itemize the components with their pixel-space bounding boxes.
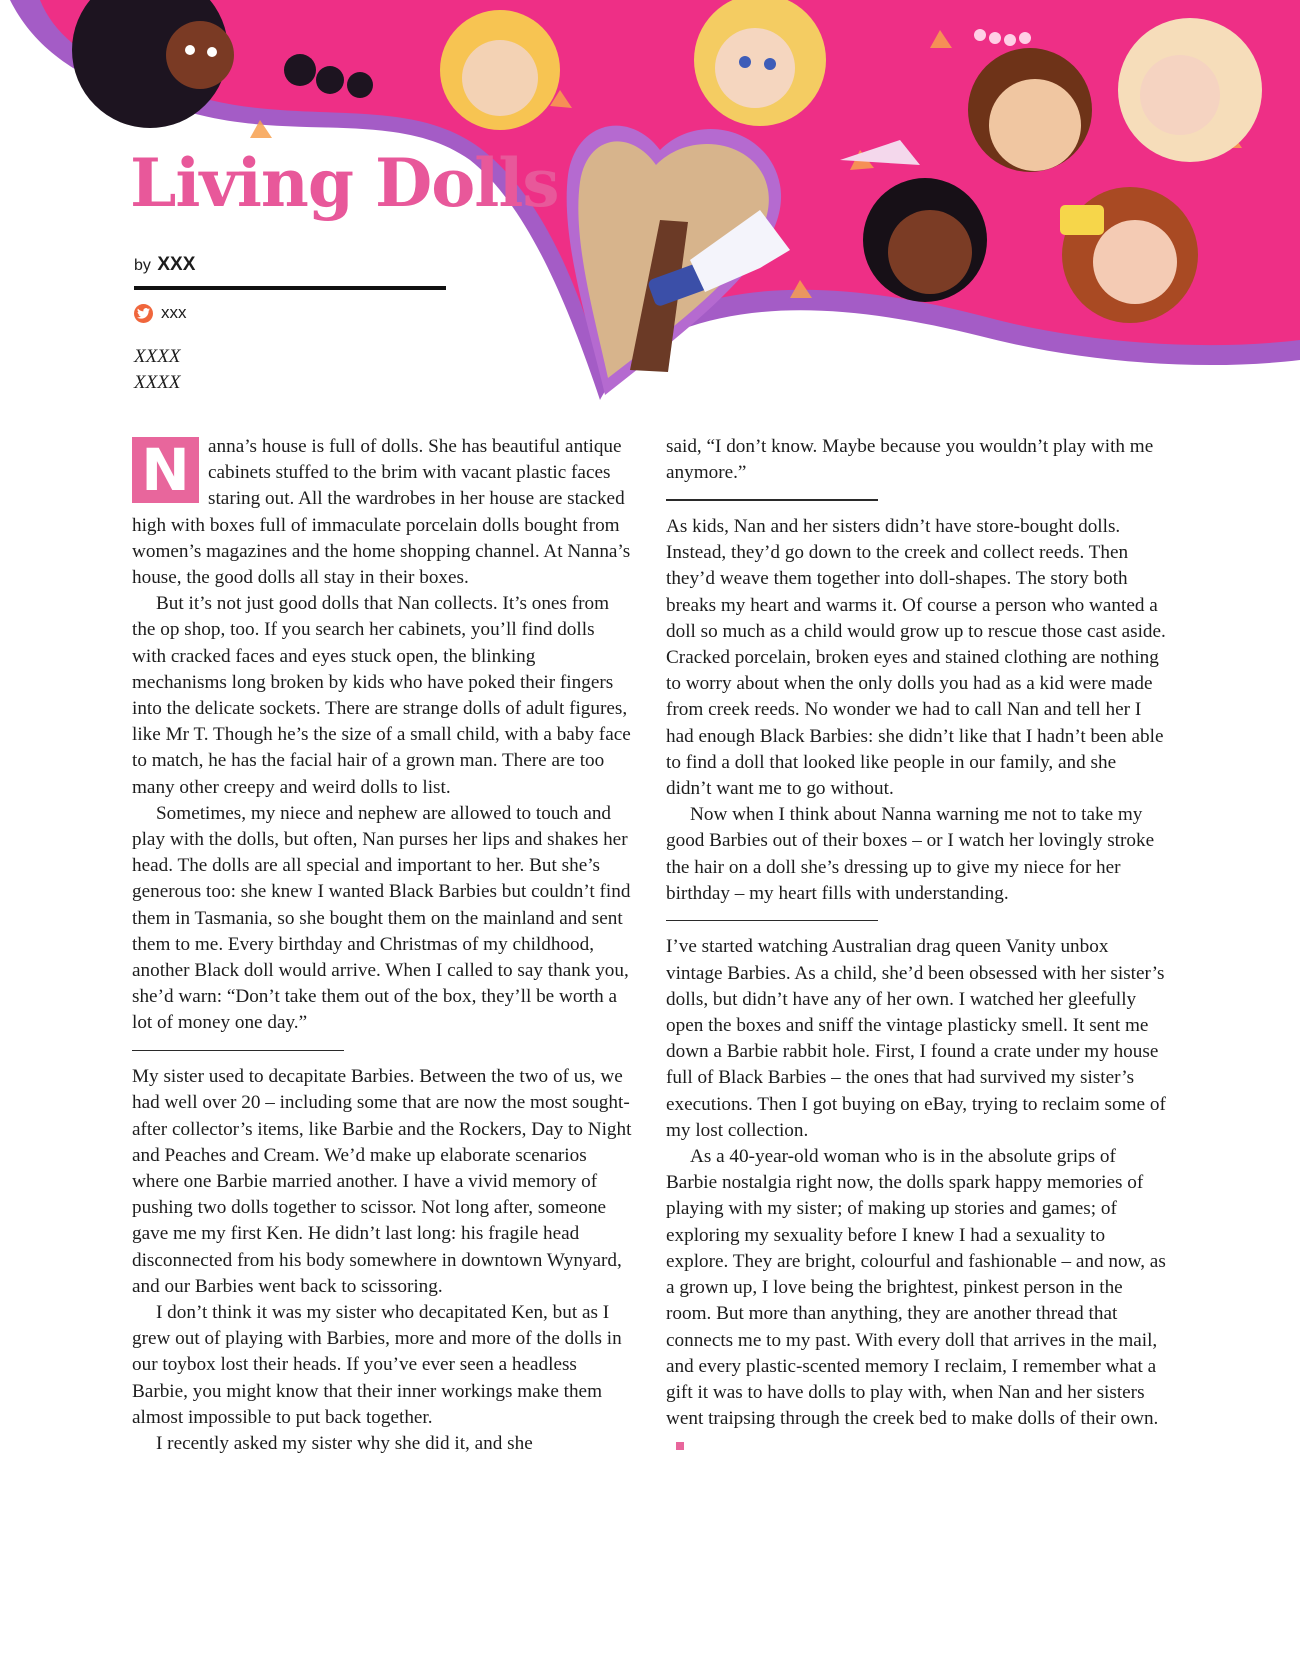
section-divider bbox=[132, 1050, 344, 1052]
doll-head-4 bbox=[968, 48, 1092, 172]
social-handle-text: xxx bbox=[161, 303, 187, 322]
byline-prefix: by bbox=[134, 257, 151, 274]
doll-head-5 bbox=[1118, 18, 1262, 162]
paragraph: As kids, Nan and her sisters didn’t have store-bought dolls. Instead, they’d go down to the creek and collect reeds. Then they’d weave them together into doll-shapes. The story both breaks my heart and warms it. Of course a person who wanted a doll so much as a child would grow up to rescue those cast aside. Cracked porcelain, broken eyes and stained clothing are nothing to worry about when the only dolls you had as a kid were made from creek reeds. No wonder we had to call Nan and tell her I had enough Black Barbies: she didn’t like that I hadn’t been able to find a doll that looked like people in our family, and she didn’t want me to go without. bbox=[666, 515, 1166, 799]
credits bbox=[134, 344, 180, 396]
body-column-left bbox=[132, 434, 632, 1457]
section-divider bbox=[666, 920, 878, 922]
title-rule bbox=[134, 286, 446, 290]
paragraph: Now when I think about Nanna warning me not to take my good Barbies out of their boxes – or I watch her lovingly stroke the hair on a doll she’s dressing up to give my niece for her birthday – my heart fills with understanding. bbox=[666, 804, 1155, 904]
twitter-icon bbox=[134, 304, 153, 323]
social-handle[interactable] bbox=[134, 303, 187, 323]
credit-line: XXXX bbox=[134, 346, 181, 367]
credit-line: XXXX bbox=[134, 372, 181, 393]
paragraph: But it’s not just good dolls that Nan collects. It’s ones from the op shop, too. If you search her cabinets, you’ll find dolls with cracked faces and eyes stuck open, the blinking mechanisms long broken by kids who have poked their fingers into the delicate sockets. There are strange dolls of adult figures, like Mr T. Though he’s the size of a small child, with a baby face to match, he has the facial hair of a grown man. There are too many other creepy and weird dolls to list. bbox=[132, 593, 631, 798]
article-title: Living Dolls bbox=[130, 144, 559, 222]
paragraph: I’ve started watching Australian drag queen Vanity unbox vintage Barbies. As a child, she’d been obsessed with her sister’s dolls, but didn’t have any of her own. I watched her gleefully open the boxes and sniff the vintage plasticky smell. It sent me down a Barbie rabbit hole. First, I found a crate under my house full of Black Barbies – the ones that had survived my sister’s executions. Then I got buying on eBay, trying to reclaim some of my lost collection. bbox=[666, 936, 1166, 1141]
body-column-right bbox=[666, 434, 1166, 1459]
paragraph: My sister used to decapitate Barbies. Between the two of us, we had well over 20 – including some that are now the most sought-after collector’s items, like Barbie and the Rockers, Day to Night and Peaches and Cream. We’d make up elaborate scenarios where one Barbie married another. I have a vivid memory of pushing two dolls together to scissor. Not long after, someone gave me my first Ken. He didn’t last long: his fragile head disconnected from his body somewhere in downtown Wynyard, and our Barbies went back to scissoring. bbox=[132, 1066, 632, 1297]
paragraph: I recently asked my sister why she did it, and she bbox=[156, 1433, 533, 1455]
section-divider bbox=[666, 499, 878, 501]
doll-head-6 bbox=[863, 178, 987, 302]
byline bbox=[134, 254, 195, 276]
paragraph: Sometimes, my niece and nephew are allowed to touch and play with the dolls, but often, Nan purses her lips and shakes her head. The dolls are all special and important to her. But she’s generous too: she knew I wanted Black Barbies but couldn’t find them in Tasmania, so she bought them on the mainland and sent them to me. Every birthday and Christmas of my childhood, another Black doll would arrive. When I called to say thank you, she’d warn: “Don’t take them out of the box, they’ll be worth a lot of money one day.” bbox=[132, 802, 631, 1034]
paragraph: As a 40-year-old woman who is in the absolute grips of Barbie nostalgia right now, the dolls spark happy memories of playing with my sister; of making up stories and games; of exploring my sexuality before I knew I had a sexuality to explore. They are bright, colourful and fashionable – and now, as a grown up, I love being the brightest, pinkest person in the room. But more than anything, they are another thread that connects me to my past. With every doll that arrives in the mail, and every plastic-scented memory I reclaim, I remember what a gift it was to have dolls to play with, when Nan and her sisters went traipsing through the creek bed to make dolls of their own. bbox=[666, 1144, 1166, 1458]
doll-head-3 bbox=[694, 0, 826, 126]
drop-cap: N bbox=[132, 437, 199, 503]
author-name: XXX bbox=[157, 254, 196, 275]
paragraph-text: anna’s house is full of dolls. She has beautiful antique cabinets stuffed to the brim with vacant plastic faces staring out. All the wardrobes in her house are stacked high with boxes full of immaculate porcelain dolls bought from women’s magazines and the home shopping channel. At Nanna’s house, the good dolls all stay in their boxes. bbox=[132, 436, 631, 589]
doll-head-2 bbox=[440, 10, 560, 130]
paragraph-continued: said, “I don’t know. Maybe because you wouldn’t play with me anymore.” bbox=[666, 436, 1154, 484]
paragraph bbox=[132, 434, 632, 591]
end-mark bbox=[676, 1442, 684, 1450]
paragraph: I don’t think it was my sister who decapitated Ken, but as I grew out of playing with Barbies, more and more of the dolls in our toybox lost their heads. If you’ve ever seen a headless Barbie, you might know that their inner workings make them almost impossible to put back together. bbox=[132, 1302, 622, 1428]
